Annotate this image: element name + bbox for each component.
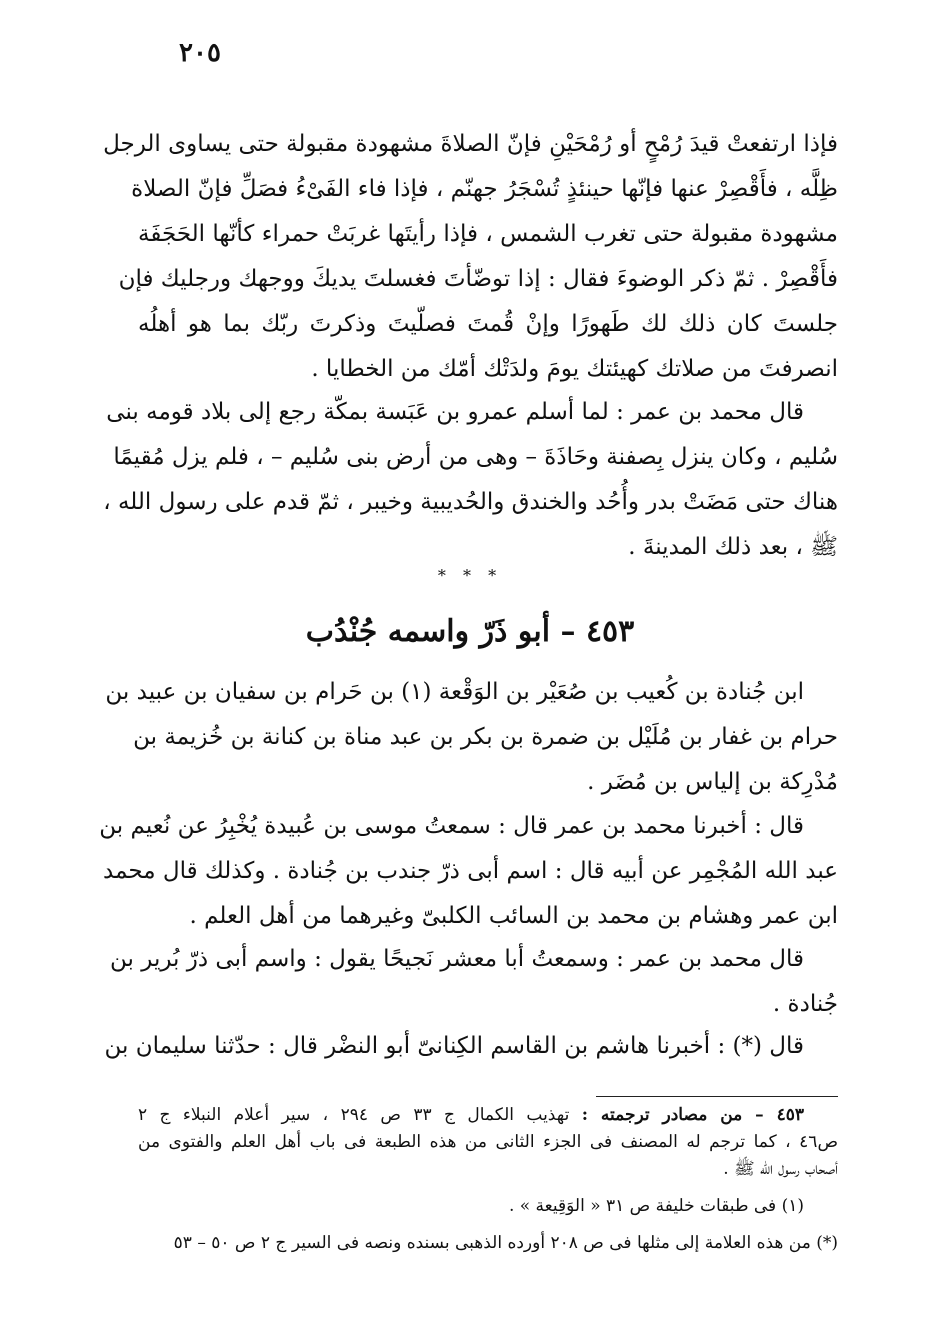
footnote-1: (١) فى طبقات خليفة ص ٣١ « الوَقِيعة » . bbox=[508, 1196, 804, 1216]
footnote-sources-text: تهذيب الكمال ج ٣٣ ص ٢٩٤ ، سير أعلام النبلاء ج ٢ bbox=[138, 1105, 570, 1125]
paragraph-hashim bbox=[104, 1024, 838, 1069]
footnote-star: (*) من هذه العلامة إلى مثلها فى ص ٢٠٨ أورده الذهبى بسنده ونصه فى السير ج ٢ ص ٥٠ – ٥٣ bbox=[173, 1233, 838, 1253]
text-line: مُدْرِكة بن إلياس بن مُضَر . bbox=[587, 769, 838, 795]
footnote-sources-label: ٤٥٣ – من مصادر ترجمته : bbox=[581, 1105, 804, 1125]
text-line: قال محمد بن عمر : وسمعتُ أبا معشر نَجيحًا يقول : واسم أبى ذرّ بُرير بن bbox=[110, 946, 804, 972]
text-line: هناك حتى مَضَتْ بدر وأُحُد والخندق والحُديبية وخيبر ، ثمّ قدم على رسول الله ، bbox=[103, 489, 838, 515]
footnote-sources-line bbox=[138, 1102, 838, 1129]
footnote-line: ص٤٦ ، كما ترجم له المصنف فى الجزء الثانى من هذه الطبعة فى باب أهل العلم والفتوى من bbox=[138, 1132, 838, 1152]
text-line: فأَقْصِرْ . ثمّ ذكر الوضوءَ فقال : إذا توضّأتَ فغسلتَ يديكَ ووجهك ورجليك فإن bbox=[118, 266, 838, 292]
paragraph-amr-ibn-abasa bbox=[103, 390, 838, 570]
chapter-title: ٤٥٣ – أبو ذَرّ واسمه جُنْدُب bbox=[305, 614, 635, 649]
text-line: جُنادة . bbox=[772, 991, 838, 1017]
text-line: انصرفتَ من صلاتك كهيئتك يومَ ولدَتْك أمّك من الخطايا . bbox=[311, 356, 838, 382]
paragraph-abu-mashar bbox=[110, 937, 838, 1027]
text-line: قال (*) : أخبرنا هاشم بن القاسم الكِنانىّ أبو النضْر قال : حدّثنا سليمان بن bbox=[104, 1033, 804, 1059]
footnote-line: أصحاب رسول الله ﷺ . bbox=[723, 1159, 838, 1179]
text-line: حرام بن غفار بن مُلَيْل بن ضمرة بن بكر بن عبد مناة بن كنانة بن خُزيمة بن bbox=[133, 724, 838, 750]
text-line: مشهودة مقبولة حتى تغرب الشمس ، فإذا رأيتَها غربَتْ حمراء كأنّها الحَجَفَة bbox=[138, 221, 838, 247]
text-line: ظِلَّه ، فأَقْصِرْ عنها فإنّها حينئذٍ تُسْجَرُ جهنّم ، فإذا فاء الفَىْءُ فصَلِّ فإنّ الصلاة bbox=[131, 176, 838, 202]
text-line: ﷺ ، بعد ذلك المدينةَ . bbox=[628, 534, 838, 560]
paragraph-prayer-times bbox=[103, 122, 838, 392]
text-line: سُليم ، وكان ينزل بِصفنة وحَاذَةَ – وهى من أرض بنى سُليم – ، فلم يزل مُقيمًا bbox=[113, 444, 838, 470]
footnotes bbox=[138, 1102, 838, 1257]
footnote-divider bbox=[596, 1096, 838, 1097]
text-line: قال : أخبرنا محمد بن عمر قال : سمعتُ موسى بن عُبيدة يُخْبِرُ عن نُعيم بن bbox=[99, 813, 804, 839]
paragraph-lineage bbox=[105, 670, 838, 805]
text-line: ابن جُنادة بن كُعيب بن صُعَيْر بن الوَقْعة (١) بن حَرام بن سفيان بن عبيد بن bbox=[105, 679, 804, 705]
text-line: جلستَ كان ذلك لك طَهورًا وإنْ قُمتَ فصلّيتَ وذكرتَ ربّك بما هو أهلُه bbox=[138, 311, 838, 337]
section-separator: * * * bbox=[437, 566, 503, 585]
text-line: قال محمد بن عمر : لما أسلم عمرو بن عَبَسة بمكّة رجع إلى بلاد قومه بنى bbox=[106, 399, 804, 425]
text-line: ابن عمر وهشام بن محمد بن السائب الكلبىّ وغيرهما من أهل العلم . bbox=[189, 903, 838, 929]
text-line: فإذا ارتفعتْ قيدَ رُمْحٍ أو رُمْحَيْنِ فإنّ الصلاةَ مشهودة مقبولة حتى يساوى الرجل bbox=[103, 131, 838, 157]
page-number: ٢٠٥ bbox=[179, 38, 221, 68]
paragraph-name-report bbox=[99, 804, 838, 939]
text-line: عبد الله المُجْمِر عن أبيه قال : اسم أبى ذرّ جندب بن جُنادة . وكذلك قال محمد bbox=[103, 858, 838, 884]
